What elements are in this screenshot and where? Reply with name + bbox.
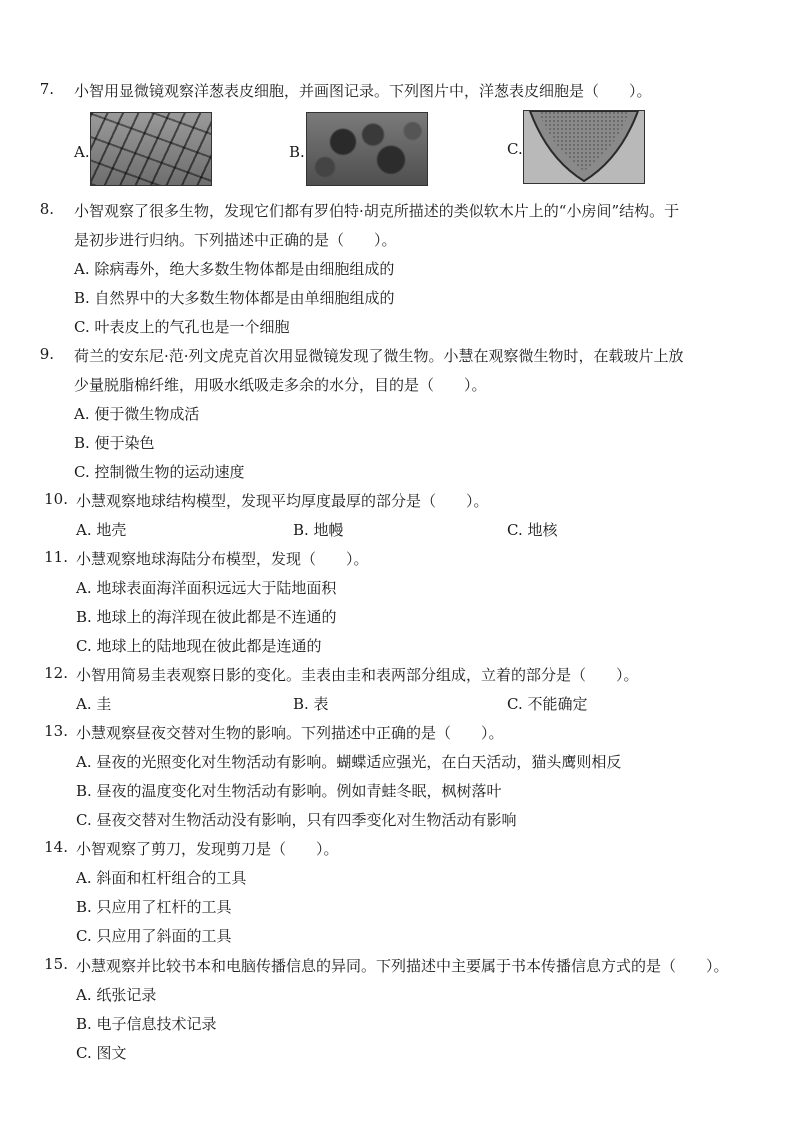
question-text: 小慧观察并比较书本和电脑传播信息的异同。下列描述中主要属于书本传播信息方式的是（ ）。 [76, 957, 729, 975]
option-b: B. 便于染色 [74, 434, 155, 452]
option-a: A. 除病毒外，绝大多数生物体都是由细胞组成的 [74, 260, 395, 278]
question-number: 10. [44, 490, 68, 508]
question-number: 8. [39, 200, 54, 218]
option-b: B. 表 [293, 695, 329, 713]
question-text: 小智观察了很多生物，发现它们都有罗伯特·胡克所描述的类似软木片上的“小房间”结构。于 [74, 202, 680, 220]
option-a: A. 斜面和杠杆组合的工具 [76, 869, 247, 887]
option-c: C. 地球上的陆地现在彼此都是连通的 [76, 637, 322, 655]
onion-epidermis-cell-image [90, 112, 212, 186]
option-b: B. 地幔 [293, 521, 344, 539]
option-c: C. 地核 [507, 521, 558, 539]
question-text: 小慧观察地球结构模型，发现平均厚度最厚的部分是（ ）。 [76, 492, 489, 510]
option-b-label: B. [289, 143, 305, 161]
root-tip-cell-image [523, 110, 645, 184]
option-a: A. 地壳 [76, 521, 127, 539]
option-b: B. 地球上的海洋现在彼此都是不连通的 [76, 608, 337, 626]
option-a-label: A. [74, 143, 90, 161]
question-number: 9. [39, 345, 54, 363]
option-c: C. 不能确定 [507, 695, 588, 713]
question-text: 小智观察了剪刀，发现剪刀是（ ）。 [76, 840, 339, 858]
question-text: 少量脱脂棉纤维，用吸水纸吸走多余的水分，目的是（ ）。 [74, 376, 487, 394]
question-text: 小智用简易圭表观察日影的变化。圭表由圭和表两部分组成，立着的部分是（ ）。 [76, 666, 639, 684]
option-c: C. 控制微生物的运动速度 [74, 463, 245, 481]
question-number: 12. [44, 664, 68, 682]
question-number: 11. [44, 548, 68, 566]
option-c: C. 只应用了斜面的工具 [76, 927, 232, 945]
option-a: A. 地球表面海洋面积远远大于陆地面积 [76, 579, 337, 597]
option-a: A. 纸张记录 [76, 986, 157, 1004]
option-a: A. 昼夜的光照变化对生物活动有影响。蝴蝶适应强光，在白天活动，猫头鹰则相反 [76, 753, 622, 771]
question-text: 荷兰的安东尼·范·列文虎克首次用显微镜发现了微生物。小慧在观察微生物时，在载玻片上放 [74, 347, 684, 365]
option-c: C. 昼夜交替对生物活动没有影响，只有四季变化对生物活动有影响 [76, 811, 517, 829]
option-c: C. 叶表皮上的气孔也是一个细胞 [74, 318, 290, 336]
question-text: 小慧观察地球海陆分布模型，发现（ ）。 [76, 550, 369, 568]
question-number: 15. [44, 955, 68, 973]
question-number: 7. [39, 80, 54, 98]
option-c: C. 图文 [76, 1044, 127, 1062]
option-c-label: C. [507, 140, 523, 158]
question-text: 小慧观察昼夜交替对生物的影响。下列描述中正确的是（ ）。 [76, 724, 504, 742]
question-number: 14. [44, 838, 68, 856]
option-b: B. 自然界中的大多数生物体都是由单细胞组成的 [74, 289, 395, 307]
question-text: 是初步进行归纳。下列描述中正确的是（ ）。 [74, 231, 397, 249]
option-a: A. 圭 [76, 695, 112, 713]
option-b: B. 只应用了杠杆的工具 [76, 898, 232, 916]
option-b: B. 电子信息技术记录 [76, 1015, 217, 1033]
question-number: 13. [44, 722, 68, 740]
option-a: A. 便于微生物成活 [74, 405, 200, 423]
option-b: B. 昼夜的温度变化对生物活动有影响。例如青蛙冬眠，枫树落叶 [76, 782, 502, 800]
question-text: 小智用显微镜观察洋葱表皮细胞，并画图记录。下列图片中，洋葱表皮细胞是（ ）。 [74, 82, 652, 100]
microorganism-image [306, 112, 428, 186]
